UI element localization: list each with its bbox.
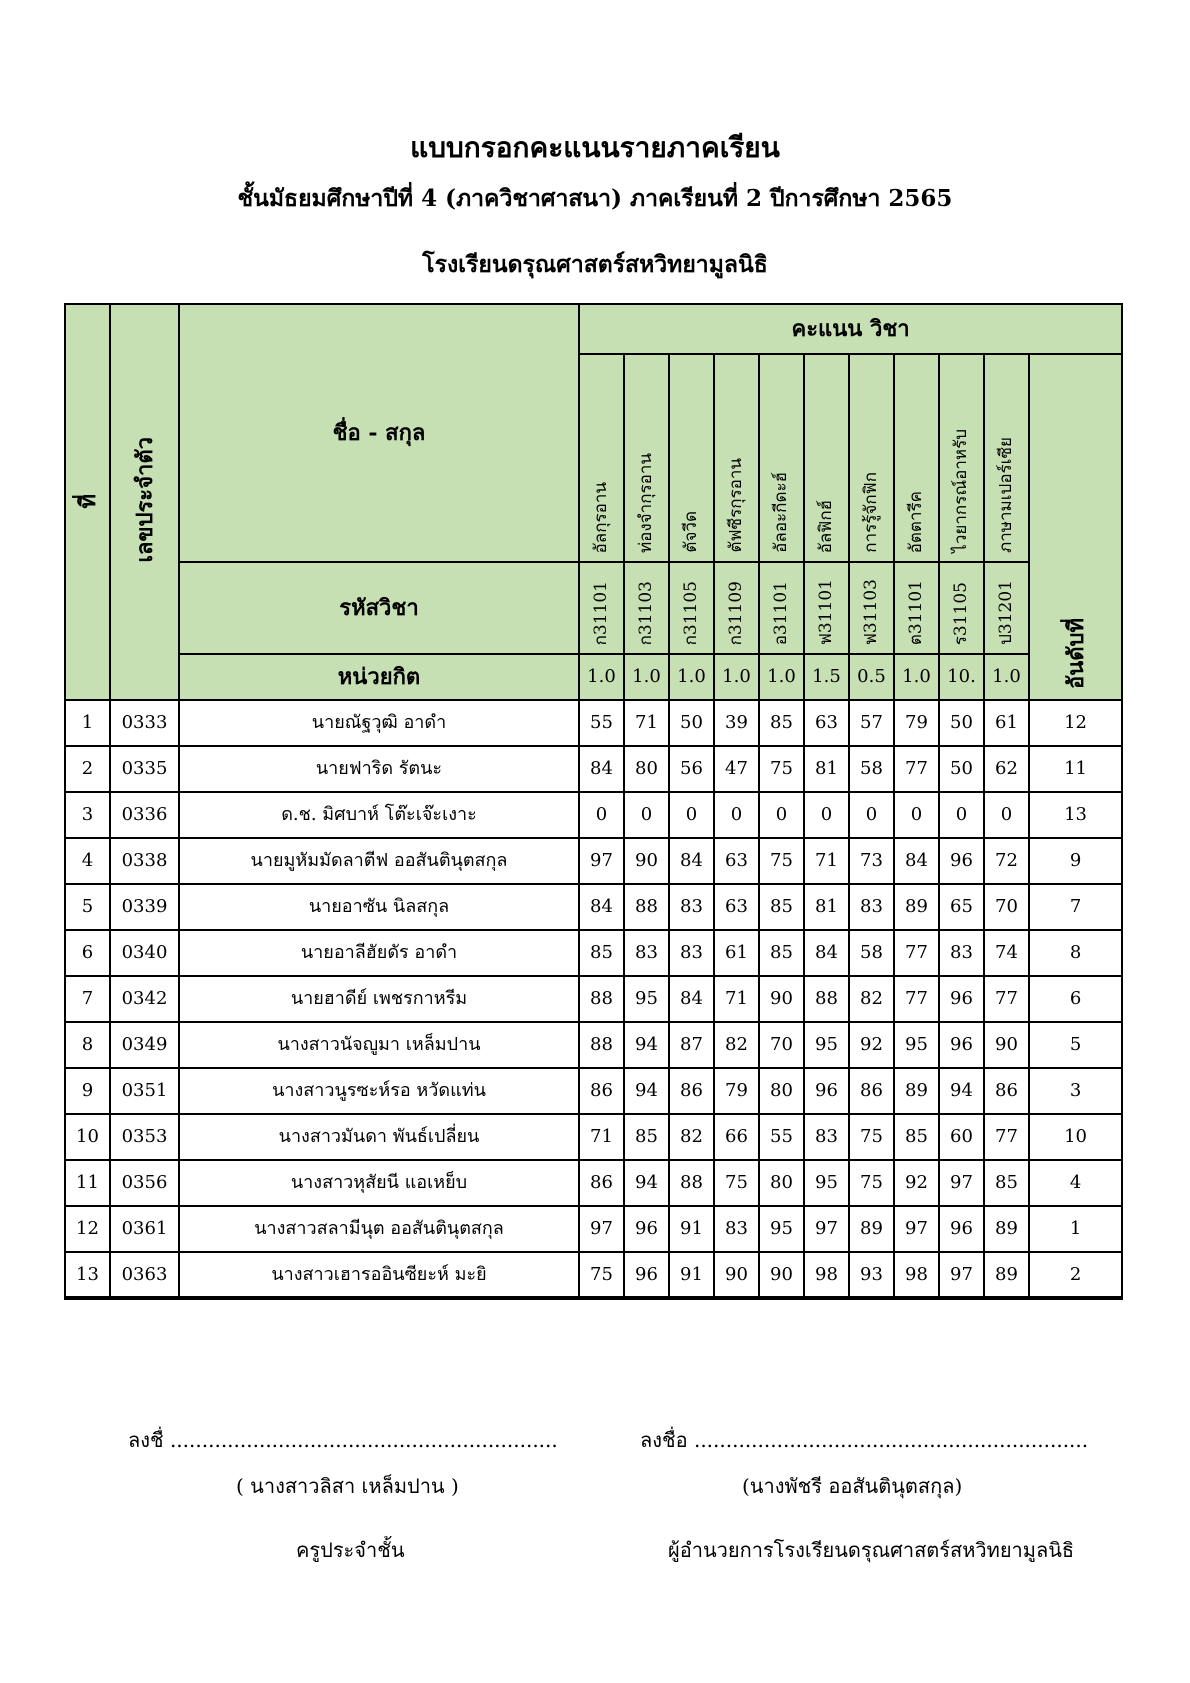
subject-credit-cell: 10. bbox=[939, 654, 984, 700]
score-cell: 94 bbox=[624, 1068, 669, 1114]
score-cell: 97 bbox=[939, 1252, 984, 1298]
score-cell: 96 bbox=[804, 1068, 849, 1114]
table-row bbox=[65, 1022, 1122, 1068]
score-cell: 98 bbox=[804, 1252, 849, 1298]
score-cell: 98 bbox=[894, 1252, 939, 1298]
credit-label: หน่วยกิต bbox=[179, 654, 579, 700]
row-number: 7 bbox=[65, 976, 110, 1022]
student-name: นายณัฐวุฒิ อาดำ bbox=[179, 700, 579, 746]
rank-cell: 1 bbox=[1029, 1206, 1122, 1252]
score-cell: 83 bbox=[939, 930, 984, 976]
subject-name-cell: การรู้จักฟิก bbox=[849, 354, 894, 562]
score-cell: 96 bbox=[624, 1252, 669, 1298]
left-signature-line: ลงชื่ ............................................................. bbox=[128, 1428, 558, 1452]
subject-code-cell: ต31101 bbox=[894, 562, 939, 654]
score-cell: 96 bbox=[939, 838, 984, 884]
subject-name-cell: อัลอะกีดะฮ์ bbox=[759, 354, 804, 562]
col-rank-header: อันดับที่ bbox=[1029, 354, 1122, 700]
subject-credit-cell: 0.5 bbox=[849, 654, 894, 700]
table-row bbox=[65, 792, 1122, 838]
score-cell: 96 bbox=[939, 976, 984, 1022]
score-cell: 73 bbox=[849, 838, 894, 884]
score-cell: 84 bbox=[804, 930, 849, 976]
student-id: 0333 bbox=[110, 700, 179, 746]
student-id: 0342 bbox=[110, 976, 179, 1022]
score-cell: 58 bbox=[849, 930, 894, 976]
student-name: นายมูหัมมัดลาตีฟ ออสันตินุตสกุล bbox=[179, 838, 579, 884]
score-cell: 70 bbox=[984, 884, 1029, 930]
row-number: 11 bbox=[65, 1160, 110, 1206]
score-cell: 80 bbox=[759, 1160, 804, 1206]
score-cell: 83 bbox=[714, 1206, 759, 1252]
score-cell: 56 bbox=[669, 746, 714, 792]
score-cell: 0 bbox=[759, 792, 804, 838]
score-cell: 84 bbox=[669, 838, 714, 884]
subject-code-cell: ก31103 bbox=[624, 562, 669, 654]
score-cell: 97 bbox=[579, 1206, 624, 1252]
score-cell: 95 bbox=[804, 1160, 849, 1206]
subject-credit-cell: 1.0 bbox=[759, 654, 804, 700]
subject-credit-cell: 1.0 bbox=[984, 654, 1029, 700]
col-name-header: ชื่อ - สกุล bbox=[179, 304, 579, 562]
score-cell: 79 bbox=[894, 700, 939, 746]
subject-name-cell: ท่องจำกุรอาน bbox=[624, 354, 669, 562]
row-number: 10 bbox=[65, 1114, 110, 1160]
score-cell: 81 bbox=[804, 746, 849, 792]
student-id: 0349 bbox=[110, 1022, 179, 1068]
score-cell: 55 bbox=[579, 700, 624, 746]
subject-code-label: รหัสวิชา bbox=[179, 562, 579, 654]
score-cell: 77 bbox=[984, 1114, 1029, 1160]
score-cell: 71 bbox=[714, 976, 759, 1022]
score-cell: 0 bbox=[624, 792, 669, 838]
score-cell: 97 bbox=[894, 1206, 939, 1252]
score-cell: 89 bbox=[894, 884, 939, 930]
score-cell: 50 bbox=[939, 746, 984, 792]
score-cell: 86 bbox=[984, 1068, 1029, 1114]
score-cell: 71 bbox=[804, 838, 849, 884]
table-row bbox=[65, 700, 1122, 746]
score-cell: 94 bbox=[939, 1068, 984, 1114]
student-id: 0339 bbox=[110, 884, 179, 930]
score-cell: 75 bbox=[759, 746, 804, 792]
row-number: 4 bbox=[65, 838, 110, 884]
subject-credit-cell: 1.0 bbox=[624, 654, 669, 700]
subject-code-cell: อ31101 bbox=[759, 562, 804, 654]
rank-cell: 5 bbox=[1029, 1022, 1122, 1068]
subject-credit-cell: 1.5 bbox=[804, 654, 849, 700]
score-cell: 80 bbox=[759, 1068, 804, 1114]
score-cell: 80 bbox=[624, 746, 669, 792]
subject-credit-cell: 1.0 bbox=[579, 654, 624, 700]
score-cell: 85 bbox=[894, 1114, 939, 1160]
table-row bbox=[65, 884, 1122, 930]
score-cell: 50 bbox=[939, 700, 984, 746]
student-name: นางสาวหุสัยนี แอเหย็บ bbox=[179, 1160, 579, 1206]
score-cell: 85 bbox=[759, 930, 804, 976]
score-cell: 97 bbox=[939, 1160, 984, 1206]
score-cell: 61 bbox=[984, 700, 1029, 746]
score-cell: 94 bbox=[624, 1022, 669, 1068]
score-cell: 66 bbox=[714, 1114, 759, 1160]
subject-name-cell: อัลฟิกฮ์ bbox=[804, 354, 849, 562]
row-number: 8 bbox=[65, 1022, 110, 1068]
rank-cell: 10 bbox=[1029, 1114, 1122, 1160]
score-cell: 71 bbox=[579, 1114, 624, 1160]
row-number: 3 bbox=[65, 792, 110, 838]
col-no-header: ที่ bbox=[65, 304, 110, 700]
rank-cell: 8 bbox=[1029, 930, 1122, 976]
student-name: ด.ช. มิศบาห์ โต๊ะเจ๊ะเงาะ bbox=[179, 792, 579, 838]
student-id: 0353 bbox=[110, 1114, 179, 1160]
student-name: นางสาวสลามีนุต ออสันตินุตสกุล bbox=[179, 1206, 579, 1252]
row-number: 5 bbox=[65, 884, 110, 930]
score-cell: 83 bbox=[669, 884, 714, 930]
score-cell: 61 bbox=[714, 930, 759, 976]
rank-cell: 4 bbox=[1029, 1160, 1122, 1206]
student-id: 0363 bbox=[110, 1252, 179, 1298]
student-name: นางสาวนัจญูมา เหล็มปาน bbox=[179, 1022, 579, 1068]
score-cell: 83 bbox=[804, 1114, 849, 1160]
score-cell: 96 bbox=[939, 1206, 984, 1252]
score-cell: 75 bbox=[849, 1160, 894, 1206]
subject-code-cell: ก31109 bbox=[714, 562, 759, 654]
left-signer-name: ( นางสาวลิสา เหล็มปาน ) bbox=[236, 1474, 459, 1498]
score-cell: 75 bbox=[579, 1252, 624, 1298]
subject-code-cell: ฟ31103 bbox=[849, 562, 894, 654]
subject-code-cell: ก31105 bbox=[669, 562, 714, 654]
score-cell: 77 bbox=[894, 976, 939, 1022]
subject-credit-cell: 1.0 bbox=[894, 654, 939, 700]
score-cell: 86 bbox=[849, 1068, 894, 1114]
score-cell: 60 bbox=[939, 1114, 984, 1160]
score-cell: 0 bbox=[939, 792, 984, 838]
score-cell: 93 bbox=[849, 1252, 894, 1298]
row-number: 9 bbox=[65, 1068, 110, 1114]
subject-name-cell: อัตตารีค bbox=[894, 354, 939, 562]
score-cell: 84 bbox=[669, 976, 714, 1022]
score-cell: 0 bbox=[984, 792, 1029, 838]
score-cell: 85 bbox=[759, 700, 804, 746]
right-signer-name: (นางพัชรี ออสันตินุตสกุล) bbox=[742, 1474, 963, 1498]
left-signer-role: ครูประจำชั้น bbox=[296, 1538, 405, 1562]
score-cell: 83 bbox=[624, 930, 669, 976]
subject-code-cell: ฟ31101 bbox=[804, 562, 849, 654]
col-id-header: เลขประจำตัว bbox=[110, 304, 179, 700]
score-cell: 77 bbox=[984, 976, 1029, 1022]
rank-cell: 7 bbox=[1029, 884, 1122, 930]
score-cell: 95 bbox=[624, 976, 669, 1022]
page-subtitle: ชั้นมัธยมศึกษาปีที่ 4 (ภาควิชาศาสนา) ภาคเรียนที่ 2 ปีการศึกษา 2565 bbox=[237, 185, 953, 212]
score-cell: 85 bbox=[579, 930, 624, 976]
score-cell: 88 bbox=[579, 976, 624, 1022]
score-cell: 96 bbox=[939, 1022, 984, 1068]
school-name: โรงเรียนดรุณศาสตร์สหวิทยามูลนิธิ bbox=[422, 251, 768, 278]
row-number: 2 bbox=[65, 746, 110, 792]
score-cell: 72 bbox=[984, 838, 1029, 884]
score-cell: 75 bbox=[849, 1114, 894, 1160]
student-id: 0336 bbox=[110, 792, 179, 838]
score-cell: 86 bbox=[669, 1068, 714, 1114]
student-name: นางสาวนูรซะห์รอ หวัดแท่น bbox=[179, 1068, 579, 1114]
score-cell: 82 bbox=[849, 976, 894, 1022]
table-row bbox=[65, 1206, 1122, 1252]
score-cell: 0 bbox=[579, 792, 624, 838]
grade-table bbox=[64, 303, 1123, 1300]
score-cell: 86 bbox=[579, 1068, 624, 1114]
rank-cell: 2 bbox=[1029, 1252, 1122, 1298]
student-id: 0340 bbox=[110, 930, 179, 976]
score-cell: 47 bbox=[714, 746, 759, 792]
score-cell: 84 bbox=[579, 746, 624, 792]
score-cell: 89 bbox=[894, 1068, 939, 1114]
page-title: แบบกรอกคะแนนรายภาคเรียน bbox=[410, 131, 780, 164]
rank-cell: 11 bbox=[1029, 746, 1122, 792]
score-cell: 90 bbox=[759, 1252, 804, 1298]
score-cell: 63 bbox=[714, 884, 759, 930]
score-cell: 77 bbox=[894, 930, 939, 976]
score-cell: 88 bbox=[804, 976, 849, 1022]
rank-cell: 3 bbox=[1029, 1068, 1122, 1114]
subject-code-cell: ร31105 bbox=[939, 562, 984, 654]
rank-cell: 6 bbox=[1029, 976, 1122, 1022]
score-cell: 91 bbox=[669, 1206, 714, 1252]
table-row bbox=[65, 746, 1122, 792]
score-cell: 91 bbox=[669, 1252, 714, 1298]
score-cell: 0 bbox=[714, 792, 759, 838]
row-number: 12 bbox=[65, 1206, 110, 1252]
score-cell: 77 bbox=[894, 746, 939, 792]
score-cell: 89 bbox=[984, 1252, 1029, 1298]
score-cell: 58 bbox=[849, 746, 894, 792]
score-cell: 85 bbox=[759, 884, 804, 930]
score-cell: 90 bbox=[759, 976, 804, 1022]
row-number: 13 bbox=[65, 1252, 110, 1298]
row-number: 1 bbox=[65, 700, 110, 746]
score-cell: 83 bbox=[849, 884, 894, 930]
score-cell: 95 bbox=[759, 1206, 804, 1252]
row-number: 6 bbox=[65, 930, 110, 976]
rank-cell: 12 bbox=[1029, 700, 1122, 746]
score-cell: 88 bbox=[624, 884, 669, 930]
student-id: 0335 bbox=[110, 746, 179, 792]
subject-credit-cell: 1.0 bbox=[714, 654, 759, 700]
score-cell: 82 bbox=[669, 1114, 714, 1160]
student-id: 0361 bbox=[110, 1206, 179, 1252]
score-cell: 70 bbox=[759, 1022, 804, 1068]
score-cell: 63 bbox=[714, 838, 759, 884]
score-cell: 0 bbox=[849, 792, 894, 838]
rank-cell: 13 bbox=[1029, 792, 1122, 838]
score-cell: 50 bbox=[669, 700, 714, 746]
score-cell: 82 bbox=[714, 1022, 759, 1068]
score-cell: 88 bbox=[579, 1022, 624, 1068]
score-cell: 62 bbox=[984, 746, 1029, 792]
score-cell: 90 bbox=[714, 1252, 759, 1298]
score-cell: 84 bbox=[579, 884, 624, 930]
score-cell: 96 bbox=[624, 1206, 669, 1252]
student-name: นายฮาดีย์ เพชรกาหรีม bbox=[179, 976, 579, 1022]
score-cell: 63 bbox=[804, 700, 849, 746]
score-cell: 90 bbox=[624, 838, 669, 884]
table-row bbox=[65, 838, 1122, 884]
score-cell: 95 bbox=[804, 1022, 849, 1068]
table-row bbox=[65, 1252, 1122, 1298]
subject-code-cell: ก31101 bbox=[579, 562, 624, 654]
table-row bbox=[65, 976, 1122, 1022]
score-cell: 92 bbox=[849, 1022, 894, 1068]
right-signer-role: ผู้อำนวยการโรงเรียนดรุณศาสตร์สหวิทยามูลนิธิ bbox=[668, 1538, 1075, 1562]
score-cell: 55 bbox=[759, 1114, 804, 1160]
student-name: นางสาวมันดา พันธ์เปลี่ยน bbox=[179, 1114, 579, 1160]
score-cell: 89 bbox=[984, 1206, 1029, 1252]
student-id: 0338 bbox=[110, 838, 179, 884]
score-cell: 79 bbox=[714, 1068, 759, 1114]
score-cell: 0 bbox=[669, 792, 714, 838]
right-signature-line: ลงชื่อ .............................................................. bbox=[640, 1428, 1089, 1452]
score-cell: 87 bbox=[669, 1022, 714, 1068]
score-cell: 95 bbox=[894, 1022, 939, 1068]
score-cell: 89 bbox=[849, 1206, 894, 1252]
student-name: นายอาลีฮัยดัร อาดำ bbox=[179, 930, 579, 976]
student-id: 0351 bbox=[110, 1068, 179, 1114]
score-cell: 94 bbox=[624, 1160, 669, 1206]
score-cell: 65 bbox=[939, 884, 984, 930]
score-cell: 84 bbox=[894, 838, 939, 884]
score-cell: 88 bbox=[669, 1160, 714, 1206]
student-name: นางสาวเฮารออินซียะห์ มะยิ bbox=[179, 1252, 579, 1298]
score-cell: 86 bbox=[579, 1160, 624, 1206]
table-row bbox=[65, 1068, 1122, 1114]
subject-code-cell: ป31201 bbox=[984, 562, 1029, 654]
score-cell: 90 bbox=[984, 1022, 1029, 1068]
student-id: 0356 bbox=[110, 1160, 179, 1206]
score-cell: 39 bbox=[714, 700, 759, 746]
rank-cell: 9 bbox=[1029, 838, 1122, 884]
score-cell: 97 bbox=[804, 1206, 849, 1252]
subject-name-cell: ไวยากรณ์อาหรับ bbox=[939, 354, 984, 562]
subject-name-cell: อัลกุรอาน bbox=[579, 354, 624, 562]
score-cell: 57 bbox=[849, 700, 894, 746]
score-cell: 83 bbox=[669, 930, 714, 976]
subject-name-cell: ตัฟซีรกุรอาน bbox=[714, 354, 759, 562]
table-row bbox=[65, 1114, 1122, 1160]
score-cell: 85 bbox=[624, 1114, 669, 1160]
student-name: นายฟาริด รัตนะ bbox=[179, 746, 579, 792]
subject-name-cell: ตัจวีด bbox=[669, 354, 714, 562]
score-cell: 0 bbox=[804, 792, 849, 838]
score-cell: 0 bbox=[894, 792, 939, 838]
score-cell: 85 bbox=[984, 1160, 1029, 1206]
scores-header: คะแนน วิชา bbox=[579, 304, 1122, 354]
score-cell: 81 bbox=[804, 884, 849, 930]
score-cell: 92 bbox=[894, 1160, 939, 1206]
score-cell: 75 bbox=[714, 1160, 759, 1206]
table-row bbox=[65, 930, 1122, 976]
student-name: นายอาซัน นิลสกุล bbox=[179, 884, 579, 930]
score-cell: 74 bbox=[984, 930, 1029, 976]
score-cell: 97 bbox=[579, 838, 624, 884]
score-cell: 75 bbox=[759, 838, 804, 884]
table-row bbox=[65, 1160, 1122, 1206]
subject-name-cell: ภาษามเปอร์เซีย bbox=[984, 354, 1029, 562]
score-cell: 71 bbox=[624, 700, 669, 746]
subject-credit-cell: 1.0 bbox=[669, 654, 714, 700]
